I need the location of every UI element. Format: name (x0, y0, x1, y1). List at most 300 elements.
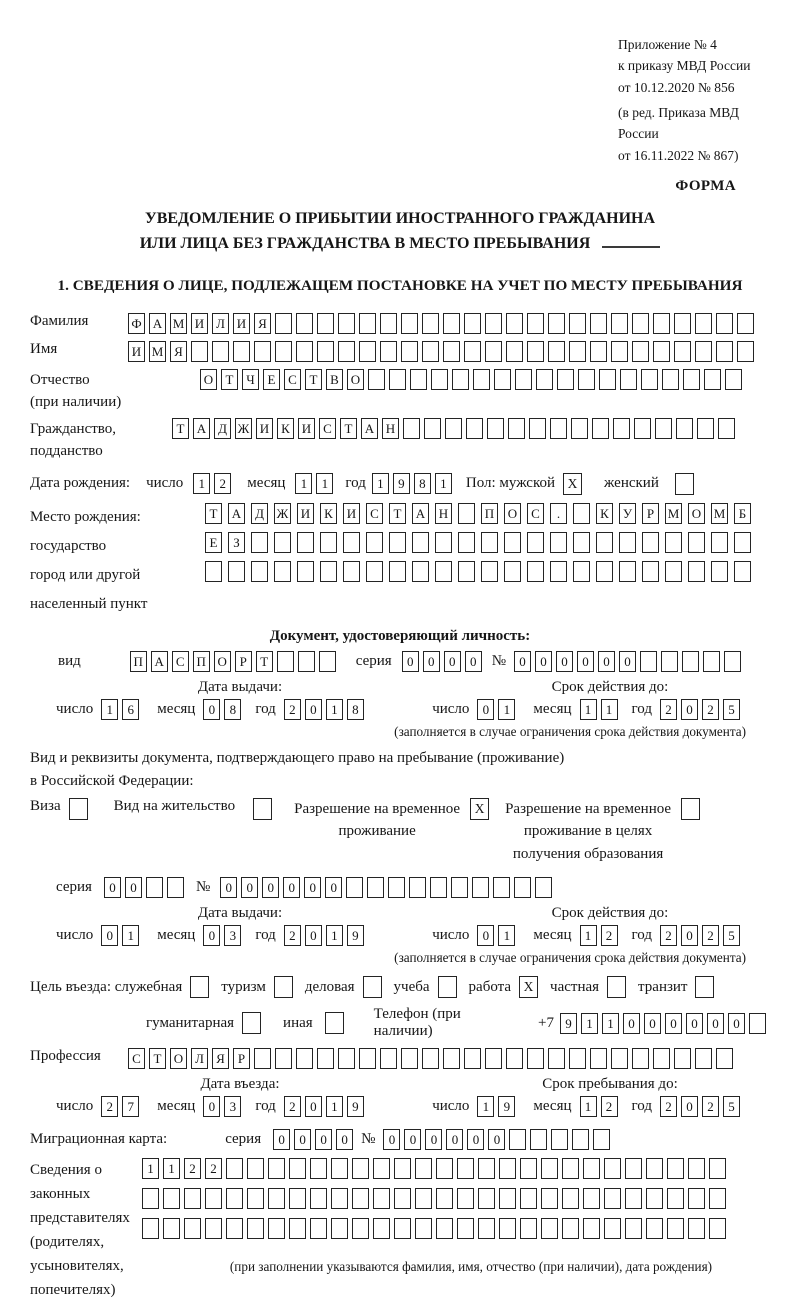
char-cell[interactable] (646, 1158, 663, 1179)
char-cell[interactable] (435, 561, 452, 582)
char-cell[interactable]: 0 (315, 1129, 332, 1150)
char-cell[interactable] (716, 341, 733, 362)
char-cell[interactable]: К (320, 503, 337, 524)
char-cell[interactable]: Т (305, 369, 322, 390)
char-cell[interactable] (436, 1188, 453, 1209)
char-cell[interactable]: И (233, 313, 250, 334)
char-cell[interactable]: 0 (294, 1129, 311, 1150)
char-cell[interactable]: Ж (274, 503, 291, 524)
char-cell[interactable]: 1 (142, 1158, 159, 1179)
char-cell[interactable]: 0 (203, 1096, 220, 1117)
char-cell[interactable]: И (191, 313, 208, 334)
char-cell[interactable] (737, 313, 754, 334)
char-cell[interactable]: 0 (203, 699, 220, 720)
char-cell[interactable]: 0 (104, 877, 121, 898)
char-cell[interactable] (366, 532, 383, 553)
char-cell[interactable]: Т (389, 503, 406, 524)
char-cell[interactable] (653, 1048, 670, 1069)
char-cell[interactable] (569, 341, 586, 362)
char-cell[interactable]: И (128, 341, 145, 362)
char-cell[interactable]: С (527, 503, 544, 524)
char-cell[interactable]: В (326, 369, 343, 390)
char-cell[interactable] (343, 532, 360, 553)
char-cell[interactable]: 9 (560, 1013, 577, 1034)
char-cell[interactable]: Я (212, 1048, 229, 1069)
char-cell[interactable] (163, 1188, 180, 1209)
char-cell[interactable]: Ч (242, 369, 259, 390)
char-cell[interactable]: 0 (598, 651, 615, 672)
char-cell[interactable]: А (412, 503, 429, 524)
char-cell[interactable] (716, 313, 733, 334)
char-cell[interactable] (466, 418, 483, 439)
char-cell[interactable]: 0 (125, 877, 142, 898)
char-cell[interactable] (487, 418, 504, 439)
residence-issue-year-cells[interactable] (284, 925, 368, 946)
char-cell[interactable] (674, 341, 691, 362)
char-cell[interactable]: П (193, 651, 210, 672)
char-cell[interactable] (452, 369, 469, 390)
char-cell[interactable] (632, 313, 649, 334)
char-cell[interactable] (665, 561, 682, 582)
char-cell[interactable]: 1 (101, 699, 118, 720)
char-cell[interactable] (389, 561, 406, 582)
char-cell[interactable] (527, 1048, 544, 1069)
char-cell[interactable] (569, 313, 586, 334)
char-cell[interactable] (709, 1158, 726, 1179)
char-cell[interactable]: Т (205, 503, 222, 524)
char-cell[interactable] (661, 651, 678, 672)
char-cell[interactable]: Р (642, 503, 659, 524)
sex-female-checkbox[interactable] (675, 473, 694, 495)
char-cell[interactable]: 2 (284, 1096, 301, 1117)
char-cell[interactable] (646, 1188, 663, 1209)
char-cell[interactable] (499, 1218, 516, 1239)
visa-checkbox[interactable] (69, 798, 88, 820)
char-cell[interactable]: 0 (623, 1013, 640, 1034)
char-cell[interactable] (331, 1218, 348, 1239)
char-cell[interactable] (317, 1048, 334, 1069)
char-cell[interactable] (625, 1218, 642, 1239)
char-cell[interactable]: Р (235, 651, 252, 672)
char-cell[interactable] (593, 1129, 610, 1150)
char-cell[interactable] (688, 561, 705, 582)
char-cell[interactable] (529, 418, 546, 439)
char-cell[interactable]: И (297, 503, 314, 524)
representatives-row3-cells[interactable] (142, 1218, 730, 1239)
char-cell[interactable] (550, 561, 567, 582)
char-cell[interactable]: 0 (283, 877, 300, 898)
purpose-work-checkbox[interactable]: X (519, 976, 538, 998)
char-cell[interactable] (228, 561, 245, 582)
char-cell[interactable]: 3 (224, 925, 241, 946)
char-cell[interactable] (146, 877, 163, 898)
char-cell[interactable]: 1 (580, 925, 597, 946)
char-cell[interactable] (247, 1218, 264, 1239)
char-cell[interactable] (320, 561, 337, 582)
char-cell[interactable]: 2 (702, 1096, 719, 1117)
issue-month-cells[interactable] (203, 699, 245, 720)
char-cell[interactable] (310, 1218, 327, 1239)
char-cell[interactable]: А (228, 503, 245, 524)
char-cell[interactable]: 0 (681, 699, 698, 720)
char-cell[interactable] (412, 532, 429, 553)
char-cell[interactable] (485, 1048, 502, 1069)
char-cell[interactable] (548, 1048, 565, 1069)
char-cell[interactable]: 0 (305, 925, 322, 946)
purpose-other-checkbox[interactable] (325, 1012, 344, 1034)
char-cell[interactable]: Р (233, 1048, 250, 1069)
valid-day-cells[interactable] (477, 699, 519, 720)
rvp-checkbox[interactable]: X (470, 798, 489, 820)
char-cell[interactable] (289, 1218, 306, 1239)
char-cell[interactable] (520, 1158, 537, 1179)
migration-series-cells[interactable] (273, 1129, 357, 1150)
char-cell[interactable]: 9 (347, 1096, 364, 1117)
char-cell[interactable]: 5 (723, 1096, 740, 1117)
char-cell[interactable]: 1 (581, 1013, 598, 1034)
char-cell[interactable] (268, 1158, 285, 1179)
char-cell[interactable] (611, 313, 628, 334)
char-cell[interactable] (451, 877, 468, 898)
char-cell[interactable] (191, 341, 208, 362)
char-cell[interactable]: О (214, 651, 231, 672)
char-cell[interactable]: 0 (467, 1129, 484, 1150)
char-cell[interactable] (695, 1048, 712, 1069)
char-cell[interactable] (254, 1048, 271, 1069)
char-cell[interactable]: 5 (723, 925, 740, 946)
char-cell[interactable] (310, 1188, 327, 1209)
char-cell[interactable] (346, 877, 363, 898)
char-cell[interactable] (289, 1188, 306, 1209)
char-cell[interactable] (274, 561, 291, 582)
residence-valid-day-cells[interactable] (477, 925, 519, 946)
char-cell[interactable] (297, 561, 314, 582)
stay-day-cells[interactable] (477, 1096, 519, 1117)
char-cell[interactable]: И (343, 503, 360, 524)
char-cell[interactable] (536, 369, 553, 390)
char-cell[interactable] (604, 1158, 621, 1179)
purpose-private-checkbox[interactable] (607, 976, 626, 998)
char-cell[interactable] (380, 341, 397, 362)
char-cell[interactable]: 1 (477, 1096, 494, 1117)
char-cell[interactable]: И (298, 418, 315, 439)
char-cell[interactable] (578, 369, 595, 390)
char-cell[interactable] (506, 313, 523, 334)
char-cell[interactable]: 0 (465, 651, 482, 672)
char-cell[interactable] (205, 1188, 222, 1209)
char-cell[interactable] (320, 532, 337, 553)
char-cell[interactable]: 1 (163, 1158, 180, 1179)
char-cell[interactable] (709, 1218, 726, 1239)
char-cell[interactable]: 0 (686, 1013, 703, 1034)
char-cell[interactable] (298, 651, 315, 672)
char-cell[interactable] (550, 532, 567, 553)
char-cell[interactable] (275, 313, 292, 334)
char-cell[interactable]: 1 (326, 925, 343, 946)
char-cell[interactable] (338, 341, 355, 362)
char-cell[interactable] (596, 561, 613, 582)
char-cell[interactable]: 2 (214, 473, 231, 494)
char-cell[interactable] (436, 1158, 453, 1179)
stay-month-cells[interactable] (580, 1096, 622, 1117)
char-cell[interactable]: 0 (325, 877, 342, 898)
char-cell[interactable]: О (200, 369, 217, 390)
char-cell[interactable] (592, 418, 609, 439)
char-cell[interactable] (674, 1048, 691, 1069)
char-cell[interactable]: 0 (101, 925, 118, 946)
char-cell[interactable]: 2 (601, 925, 618, 946)
char-cell[interactable]: 0 (665, 1013, 682, 1034)
purpose-official-checkbox[interactable] (190, 976, 209, 998)
citizenship-cells[interactable] (172, 418, 739, 439)
char-cell[interactable] (665, 532, 682, 553)
char-cell[interactable]: 1 (193, 473, 210, 494)
char-cell[interactable] (716, 1048, 733, 1069)
char-cell[interactable] (343, 561, 360, 582)
purpose-business-checkbox[interactable] (363, 976, 382, 998)
char-cell[interactable]: 0 (241, 877, 258, 898)
char-cell[interactable] (541, 1158, 558, 1179)
char-cell[interactable] (435, 532, 452, 553)
char-cell[interactable] (289, 1158, 306, 1179)
char-cell[interactable] (394, 1188, 411, 1209)
char-cell[interactable] (352, 1218, 369, 1239)
char-cell[interactable] (527, 561, 544, 582)
char-cell[interactable] (619, 561, 636, 582)
char-cell[interactable]: Н (435, 503, 452, 524)
char-cell[interactable] (410, 369, 427, 390)
char-cell[interactable] (367, 877, 384, 898)
char-cell[interactable]: А (193, 418, 210, 439)
char-cell[interactable] (583, 1218, 600, 1239)
char-cell[interactable]: С (284, 369, 301, 390)
char-cell[interactable]: Ж (235, 418, 252, 439)
char-cell[interactable]: 9 (347, 925, 364, 946)
char-cell[interactable] (226, 1158, 243, 1179)
char-cell[interactable]: К (277, 418, 294, 439)
char-cell[interactable]: С (128, 1048, 145, 1069)
char-cell[interactable] (445, 418, 462, 439)
char-cell[interactable] (557, 369, 574, 390)
char-cell[interactable] (443, 341, 460, 362)
char-cell[interactable] (142, 1218, 159, 1239)
char-cell[interactable] (611, 341, 628, 362)
char-cell[interactable] (641, 369, 658, 390)
char-cell[interactable]: С (172, 651, 189, 672)
char-cell[interactable] (711, 561, 728, 582)
char-cell[interactable]: 8 (224, 699, 241, 720)
entry-year-cells[interactable] (284, 1096, 368, 1117)
char-cell[interactable] (233, 341, 250, 362)
char-cell[interactable] (415, 1188, 432, 1209)
char-cell[interactable] (548, 313, 565, 334)
char-cell[interactable] (695, 313, 712, 334)
char-cell[interactable] (373, 1158, 390, 1179)
char-cell[interactable]: М (665, 503, 682, 524)
char-cell[interactable] (550, 418, 567, 439)
char-cell[interactable]: 8 (347, 699, 364, 720)
char-cell[interactable]: 1 (580, 699, 597, 720)
residence-number-cells[interactable] (220, 877, 556, 898)
char-cell[interactable]: Е (205, 532, 222, 553)
char-cell[interactable]: И (256, 418, 273, 439)
char-cell[interactable] (226, 1218, 243, 1239)
given-name-cells[interactable] (128, 341, 758, 362)
char-cell[interactable]: 9 (393, 473, 410, 494)
char-cell[interactable] (338, 313, 355, 334)
char-cell[interactable] (667, 1188, 684, 1209)
char-cell[interactable] (296, 1048, 313, 1069)
char-cell[interactable] (268, 1218, 285, 1239)
char-cell[interactable]: Я (170, 341, 187, 362)
char-cell[interactable]: З (228, 532, 245, 553)
issue-day-cells[interactable] (101, 699, 143, 720)
char-cell[interactable] (380, 1048, 397, 1069)
char-cell[interactable] (535, 877, 552, 898)
char-cell[interactable] (667, 1158, 684, 1179)
char-cell[interactable] (331, 1158, 348, 1179)
char-cell[interactable] (394, 1218, 411, 1239)
char-cell[interactable]: 1 (122, 925, 139, 946)
char-cell[interactable] (464, 341, 481, 362)
char-cell[interactable]: 0 (535, 651, 552, 672)
char-cell[interactable]: 0 (619, 651, 636, 672)
char-cell[interactable]: 1 (498, 699, 515, 720)
birth-month-cells[interactable] (295, 473, 337, 494)
sex-male-checkbox[interactable]: X (563, 473, 582, 495)
char-cell[interactable]: 2 (702, 925, 719, 946)
char-cell[interactable] (655, 418, 672, 439)
char-cell[interactable]: 0 (556, 651, 573, 672)
char-cell[interactable]: . (550, 503, 567, 524)
char-cell[interactable] (573, 561, 590, 582)
entry-day-cells[interactable] (101, 1096, 143, 1117)
residence-valid-year-cells[interactable] (660, 925, 744, 946)
char-cell[interactable]: М (711, 503, 728, 524)
char-cell[interactable] (611, 1048, 628, 1069)
char-cell[interactable] (688, 1158, 705, 1179)
char-cell[interactable] (457, 1218, 474, 1239)
char-cell[interactable]: М (170, 313, 187, 334)
char-cell[interactable]: 2 (601, 1096, 618, 1117)
char-cell[interactable] (653, 341, 670, 362)
purpose-transit-checkbox[interactable] (695, 976, 714, 998)
char-cell[interactable] (394, 1158, 411, 1179)
char-cell[interactable] (674, 313, 691, 334)
char-cell[interactable]: 1 (295, 473, 312, 494)
char-cell[interactable] (662, 369, 679, 390)
birth-place-row2-cells[interactable] (205, 532, 757, 553)
char-cell[interactable] (205, 561, 222, 582)
char-cell[interactable] (251, 532, 268, 553)
char-cell[interactable] (599, 369, 616, 390)
char-cell[interactable]: 7 (122, 1096, 139, 1117)
char-cell[interactable]: 0 (336, 1129, 353, 1150)
char-cell[interactable] (457, 1188, 474, 1209)
char-cell[interactable] (457, 1158, 474, 1179)
char-cell[interactable] (583, 1158, 600, 1179)
char-cell[interactable]: С (319, 418, 336, 439)
char-cell[interactable] (520, 1188, 537, 1209)
birth-day-cells[interactable] (193, 473, 235, 494)
char-cell[interactable] (506, 1048, 523, 1069)
char-cell[interactable]: 5 (723, 699, 740, 720)
char-cell[interactable] (688, 532, 705, 553)
char-cell[interactable] (688, 1188, 705, 1209)
char-cell[interactable] (277, 651, 294, 672)
char-cell[interactable] (359, 313, 376, 334)
char-cell[interactable] (184, 1218, 201, 1239)
char-cell[interactable] (562, 1188, 579, 1209)
purpose-tourism-checkbox[interactable] (274, 976, 293, 998)
char-cell[interactable] (572, 1129, 589, 1150)
char-cell[interactable] (634, 418, 651, 439)
char-cell[interactable] (409, 877, 426, 898)
char-cell[interactable] (695, 341, 712, 362)
phone-cells[interactable] (560, 1013, 770, 1034)
char-cell[interactable] (436, 1218, 453, 1239)
char-cell[interactable] (268, 1188, 285, 1209)
char-cell[interactable]: 0 (220, 877, 237, 898)
char-cell[interactable]: У (619, 503, 636, 524)
char-cell[interactable] (317, 341, 334, 362)
char-cell[interactable] (527, 532, 544, 553)
char-cell[interactable] (493, 877, 510, 898)
char-cell[interactable] (620, 369, 637, 390)
char-cell[interactable] (562, 1158, 579, 1179)
char-cell[interactable] (711, 532, 728, 553)
char-cell[interactable] (520, 1218, 537, 1239)
char-cell[interactable] (632, 341, 649, 362)
char-cell[interactable] (508, 418, 525, 439)
char-cell[interactable] (485, 313, 502, 334)
residence-issue-day-cells[interactable] (101, 925, 143, 946)
char-cell[interactable] (709, 1188, 726, 1209)
residence-valid-month-cells[interactable] (580, 925, 622, 946)
char-cell[interactable]: Б (734, 503, 751, 524)
char-cell[interactable]: 1 (580, 1096, 597, 1117)
char-cell[interactable] (422, 341, 439, 362)
char-cell[interactable] (734, 561, 751, 582)
char-cell[interactable]: А (151, 651, 168, 672)
char-cell[interactable] (504, 561, 521, 582)
char-cell[interactable] (401, 1048, 418, 1069)
char-cell[interactable]: 1 (326, 1096, 343, 1117)
char-cell[interactable] (415, 1218, 432, 1239)
char-cell[interactable]: 2 (284, 925, 301, 946)
char-cell[interactable] (388, 877, 405, 898)
birth-place-row1-cells[interactable] (205, 503, 757, 524)
char-cell[interactable]: Я (254, 313, 271, 334)
patronymic-cells[interactable] (200, 369, 746, 390)
char-cell[interactable] (431, 369, 448, 390)
char-cell[interactable] (571, 418, 588, 439)
rvp-education-checkbox[interactable] (681, 798, 700, 820)
char-cell[interactable] (275, 1048, 292, 1069)
char-cell[interactable]: О (170, 1048, 187, 1069)
issue-year-cells[interactable] (284, 699, 368, 720)
char-cell[interactable] (683, 369, 700, 390)
char-cell[interactable]: 2 (702, 699, 719, 720)
residence-series-cells[interactable] (104, 877, 188, 898)
char-cell[interactable]: 6 (122, 699, 139, 720)
char-cell[interactable]: 0 (644, 1013, 661, 1034)
char-cell[interactable]: 0 (273, 1129, 290, 1150)
migration-number-cells[interactable] (383, 1129, 614, 1150)
char-cell[interactable] (667, 1218, 684, 1239)
residence-issue-month-cells[interactable] (203, 925, 245, 946)
char-cell[interactable] (573, 532, 590, 553)
